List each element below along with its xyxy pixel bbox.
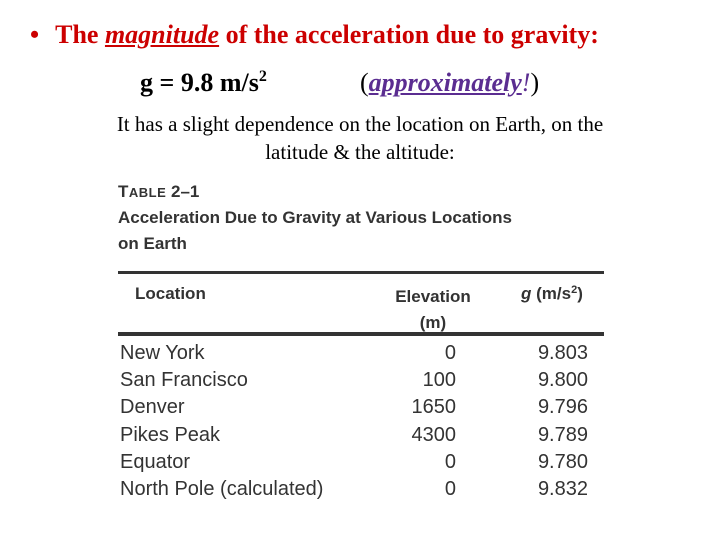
table-row (118, 369, 604, 396)
cell-g: 9.780 (537, 450, 588, 473)
table-row (118, 424, 604, 451)
approx-bang: ! (521, 68, 531, 97)
header-elevation (383, 284, 483, 336)
cell-g: 9.832 (537, 477, 588, 500)
header-elevation-line-1: Elevation (395, 287, 471, 306)
bullet-heading (30, 20, 710, 50)
bullet-marker: • (30, 20, 40, 49)
header-g-close: ) (577, 284, 583, 303)
table-title (118, 180, 604, 205)
cell-elevation: 0 (444, 477, 456, 500)
header-g-exponent: 2 (571, 284, 578, 296)
cell-location: San Francisco (120, 369, 248, 392)
gravity-formula (140, 68, 267, 98)
table-body (118, 342, 604, 505)
cell-location: North Pole (calculated) (120, 477, 324, 500)
table-header-rule (118, 332, 604, 336)
approx-word: approximately (368, 68, 522, 97)
table-caption (118, 205, 598, 257)
table-caption-line-2: on Earth (118, 234, 187, 253)
approx-close: ) (530, 68, 540, 97)
formula-exponent: 2 (258, 68, 267, 85)
header-location: Location (135, 284, 206, 303)
cell-g: 9.800 (537, 369, 588, 392)
cell-elevation: 0 (444, 342, 456, 364)
cell-location: Pikes Peak (120, 423, 221, 446)
header-g-symbol: g (521, 284, 532, 303)
bullet-prefix: The (55, 20, 105, 49)
table-tag-rest: ABLE (128, 185, 167, 200)
cell-g: 9.803 (537, 342, 588, 364)
cell-location: Equator (120, 450, 191, 473)
cell-elevation: 4300 (411, 423, 456, 446)
cell-location: Denver (120, 396, 185, 419)
approx-open: ( (360, 68, 369, 97)
cell-elevation: 100 (422, 369, 456, 392)
table-number: 2–1 (166, 182, 200, 201)
table-header-row (118, 274, 604, 332)
table-caption-line-1: Acceleration Due to Gravity at Various Locations (118, 208, 512, 227)
cell-g: 9.796 (537, 396, 588, 419)
table-tag (118, 182, 166, 201)
cell-elevation: 1650 (411, 396, 456, 419)
formula-base: g = 9.8 m/s (140, 68, 259, 97)
cell-g: 9.789 (537, 423, 588, 446)
table-row (118, 451, 604, 478)
approximately-note (360, 68, 539, 98)
table-row (118, 396, 604, 423)
bullet-suffix: of the acceleration due to gravity: (219, 20, 599, 49)
bullet-emphasis: magnitude (104, 20, 220, 49)
cell-elevation: 0 (444, 450, 456, 473)
header-g-unit: (m/s (531, 284, 572, 303)
header-elevation-line-2: (m) (419, 313, 447, 332)
table-tag-first: T (118, 182, 129, 201)
description-line-1: It has a slight dependence on the location on Earth, on the (116, 112, 604, 136)
table-row (118, 342, 604, 369)
description (40, 110, 680, 166)
header-g (521, 284, 583, 304)
gravity-table (118, 180, 604, 505)
cell-location: New York (120, 342, 205, 364)
table-row (118, 478, 604, 505)
description-line-2: latitude & the altitude: (265, 140, 455, 164)
